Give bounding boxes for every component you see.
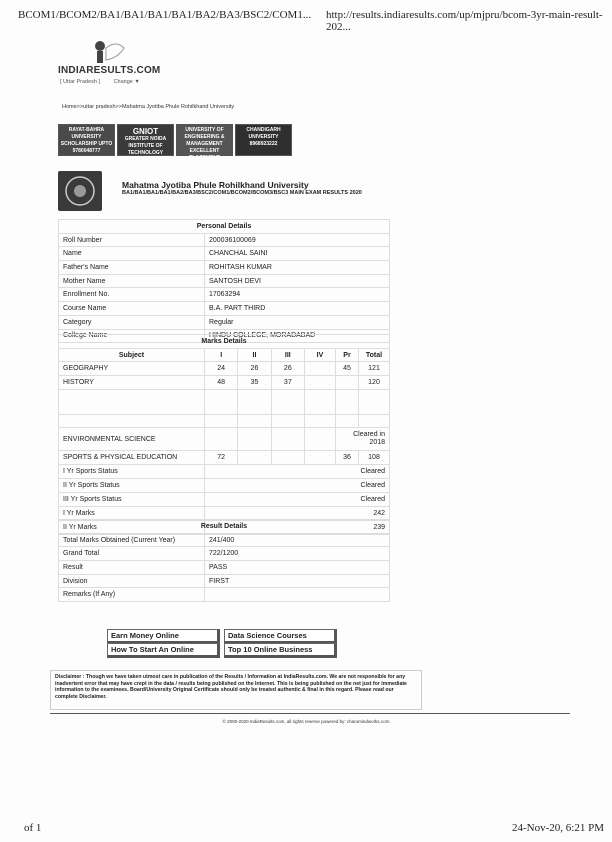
print-header-url: http://results.indiaresults.com/up/mjpru/bcom-3yr-main-result-202... xyxy=(326,9,603,33)
ad-banner-rayat-bahra[interactable] xyxy=(58,124,115,156)
table-row xyxy=(59,315,390,329)
field-value: 722/1200 xyxy=(205,547,390,561)
empty-row xyxy=(59,389,390,414)
print-footer-date: 24-Nov-20, 6:21 PM xyxy=(512,822,604,834)
status-label: III Yr Sports Status xyxy=(59,493,205,507)
ad-link-start-online[interactable]: How To Start An Online xyxy=(107,643,220,658)
field-label: Grand Total xyxy=(59,547,205,561)
banner-line: MANAGEMENT xyxy=(186,141,223,147)
field-value xyxy=(205,588,390,602)
copyright-text: © 2000-2020 IndiaResults.com, all rights reserve powered by: charumindworks.com xyxy=(222,719,390,724)
status-value: 242 xyxy=(205,507,390,521)
banner-line: CHANDIGARH xyxy=(246,127,281,133)
banner-line: SCHOLARSHIP UPTO xyxy=(60,141,113,147)
marks-cell: 72 xyxy=(205,451,238,465)
table-row xyxy=(59,274,390,288)
change-region-link[interactable]: Change ▼ xyxy=(113,79,140,85)
field-label: Remarks (If Any) xyxy=(59,588,205,602)
field-value: 17063294 xyxy=(205,288,390,302)
marks-cell: 45 xyxy=(336,362,359,376)
column-header: IV xyxy=(304,348,335,362)
status-value: Cleared xyxy=(205,493,390,507)
status-label: I Yr Marks xyxy=(59,507,205,521)
banner-line: 9810291019 xyxy=(131,157,160,163)
field-value: ROHITASH KUMAR xyxy=(205,261,390,275)
status-cell: Cleared in 2018 xyxy=(336,428,390,451)
ad-banner-chandigarh-university[interactable] xyxy=(235,124,292,156)
column-header: I xyxy=(205,348,238,362)
university-header xyxy=(58,171,388,213)
logo-emblem-icon xyxy=(88,38,128,66)
table-row xyxy=(59,465,390,479)
table-row xyxy=(59,451,390,465)
table-row xyxy=(59,547,390,561)
marks-details-table xyxy=(58,334,390,535)
banner-line: GNIOT xyxy=(132,127,159,136)
banner-line: EXCELLENT PLACEMENT xyxy=(188,148,221,161)
region-selector[interactable] xyxy=(60,79,140,85)
total-cell: 120 xyxy=(359,376,390,390)
table-row xyxy=(59,376,390,390)
field-value: 241/400 xyxy=(205,533,390,547)
personal-details-table xyxy=(58,219,390,343)
table-row xyxy=(59,288,390,302)
region-label: [ Uttar Pradesh ] xyxy=(60,79,101,85)
total-cell: 108 xyxy=(359,451,390,465)
table-row xyxy=(59,261,390,275)
ad-banner-gniot[interactable] xyxy=(117,124,174,163)
marks-cell xyxy=(304,362,335,376)
breadcrumb-state[interactable]: uttar pradesh xyxy=(83,104,116,110)
marks-details-title: Marks Details xyxy=(59,335,390,349)
marks-cell: 36 xyxy=(336,451,359,465)
marks-cell: 35 xyxy=(238,376,271,390)
table-row xyxy=(59,233,390,247)
field-label: Total Marks Obtained (Current Year) xyxy=(59,533,205,547)
ad-banner-uem[interactable] xyxy=(176,124,233,161)
field-label: Roll Number xyxy=(59,233,205,247)
marks-cell: 48 xyxy=(205,376,238,390)
marks-cell: 26 xyxy=(238,362,271,376)
field-label: Mother Name xyxy=(59,274,205,288)
banner-line: RAYAT-BAHRA xyxy=(68,127,105,133)
field-value: SANTOSH DEVI xyxy=(205,274,390,288)
marks-cell xyxy=(304,376,335,390)
field-label: Result xyxy=(59,561,205,575)
status-value: Cleared xyxy=(205,479,390,493)
banner-line: UNIVERSITY xyxy=(248,134,279,140)
subject-name: GEOGRAPHY xyxy=(59,362,205,376)
subject-name: SPORTS & PHYSICAL EDUCATION xyxy=(59,451,205,465)
status-label: II Yr Marks xyxy=(59,521,205,535)
status-value: 239 xyxy=(205,521,390,535)
table-row xyxy=(59,533,390,547)
ad-link-earn-money[interactable]: Earn Money Online xyxy=(107,629,220,644)
field-label: Father's Name xyxy=(59,261,205,275)
field-value: 200036100069 xyxy=(205,233,390,247)
column-header: II xyxy=(238,348,271,362)
table-row xyxy=(59,479,390,493)
field-value: HINDU COLLEGE, MORADABAD xyxy=(205,329,390,343)
personal-details-title: Personal Details xyxy=(59,220,390,234)
field-value: CHANCHAL SAINI xyxy=(205,247,390,261)
table-row xyxy=(59,493,390,507)
breadcrumb: Home>>uttar pradesh>>Mahatma Jyotiba Phule Rohilkhand University xyxy=(62,104,235,110)
university-emblem-icon xyxy=(58,171,102,211)
banner-line: 9780048777 xyxy=(72,148,101,154)
banner-line: 8968923222 xyxy=(249,141,278,147)
university-name: Mahatma Jyotiba Phule Rohilkhand University xyxy=(122,180,309,190)
marks-cell: 26 xyxy=(271,362,304,376)
table-row xyxy=(59,302,390,316)
disclaimer-text: Disclaimer : Though we have taken utmost care in publication of the Results / Information at IndiaResults.com. We are not responsible for any inadvertent error that may have crept in the data / results being published on the Internet. This is being published on the net just for immediate information to the examinees. Board/University Original Certificate should only be treated authentic & final in this regard. Please read our complete Disclaimer. xyxy=(50,670,422,710)
ad-link-data-science[interactable]: Data Science Courses xyxy=(224,629,337,644)
field-label: Enrollment No. xyxy=(59,288,205,302)
logo-text: INDIARESULTS.COM xyxy=(58,65,161,76)
result-details-table xyxy=(58,519,390,602)
banner-line: UNIVERSITY xyxy=(71,134,102,140)
exam-title: BA1/BA1/BA1/BA1/BA2/BA3/BSC2/COM1/BCOM2/BCOM3/BSC3 MAIN EXAM RESULTS 2020 xyxy=(122,190,362,196)
banner-line: UNIVERSITY OF xyxy=(185,127,224,133)
column-header: Total xyxy=(359,348,390,362)
banner-line: INSTITUTE OF TECHNOLOGY xyxy=(127,143,164,156)
field-label: Division xyxy=(59,574,205,588)
field-value: PASS xyxy=(205,561,390,575)
table-row xyxy=(59,428,390,451)
result-details-title: Result Details xyxy=(59,520,390,534)
breadcrumb-university[interactable]: Mahatma Jyotiba Phule Rohilkhand University xyxy=(121,104,235,110)
subject-name: ENVIRONMENTAL SCIENCE xyxy=(59,428,205,451)
status-label: II Yr Sports Status xyxy=(59,479,205,493)
field-label: College Name xyxy=(59,329,205,343)
field-label: Course Name xyxy=(59,302,205,316)
field-value: FIRST xyxy=(205,574,390,588)
marks-cell: 24 xyxy=(205,362,238,376)
print-header-title: BCOM1/BCOM2/BA1/BA1/BA1/BA1/BA2/BA3/BSC2/COM1... xyxy=(18,9,312,21)
banner-line: GREATER NOIDA xyxy=(124,136,167,142)
print-footer-page: of 1 xyxy=(24,822,42,834)
table-row xyxy=(59,574,390,588)
table-row xyxy=(59,362,390,376)
ad-link-online-business[interactable]: Top 10 Online Business xyxy=(224,643,337,658)
divider xyxy=(50,713,570,714)
table-header-row xyxy=(59,348,390,362)
breadcrumb-home[interactable]: Home xyxy=(62,104,77,110)
marks-cell: 37 xyxy=(271,376,304,390)
subject-name: HISTORY xyxy=(59,376,205,390)
column-header: Subject xyxy=(59,348,205,362)
column-header: III xyxy=(271,348,304,362)
field-value: Regular xyxy=(205,315,390,329)
column-header: Pr xyxy=(336,348,359,362)
status-value: Cleared xyxy=(205,465,390,479)
field-value: B.A. PART THIRD xyxy=(205,302,390,316)
total-cell: 121 xyxy=(359,362,390,376)
marks-cell xyxy=(336,376,359,390)
table-row xyxy=(59,561,390,575)
status-label: I Yr Sports Status xyxy=(59,465,205,479)
table-row xyxy=(59,588,390,602)
banner-line: ENGINEERING & xyxy=(184,134,225,140)
table-row xyxy=(59,247,390,261)
field-label: Category xyxy=(59,315,205,329)
empty-row xyxy=(59,414,390,428)
field-label: Name xyxy=(59,247,205,261)
